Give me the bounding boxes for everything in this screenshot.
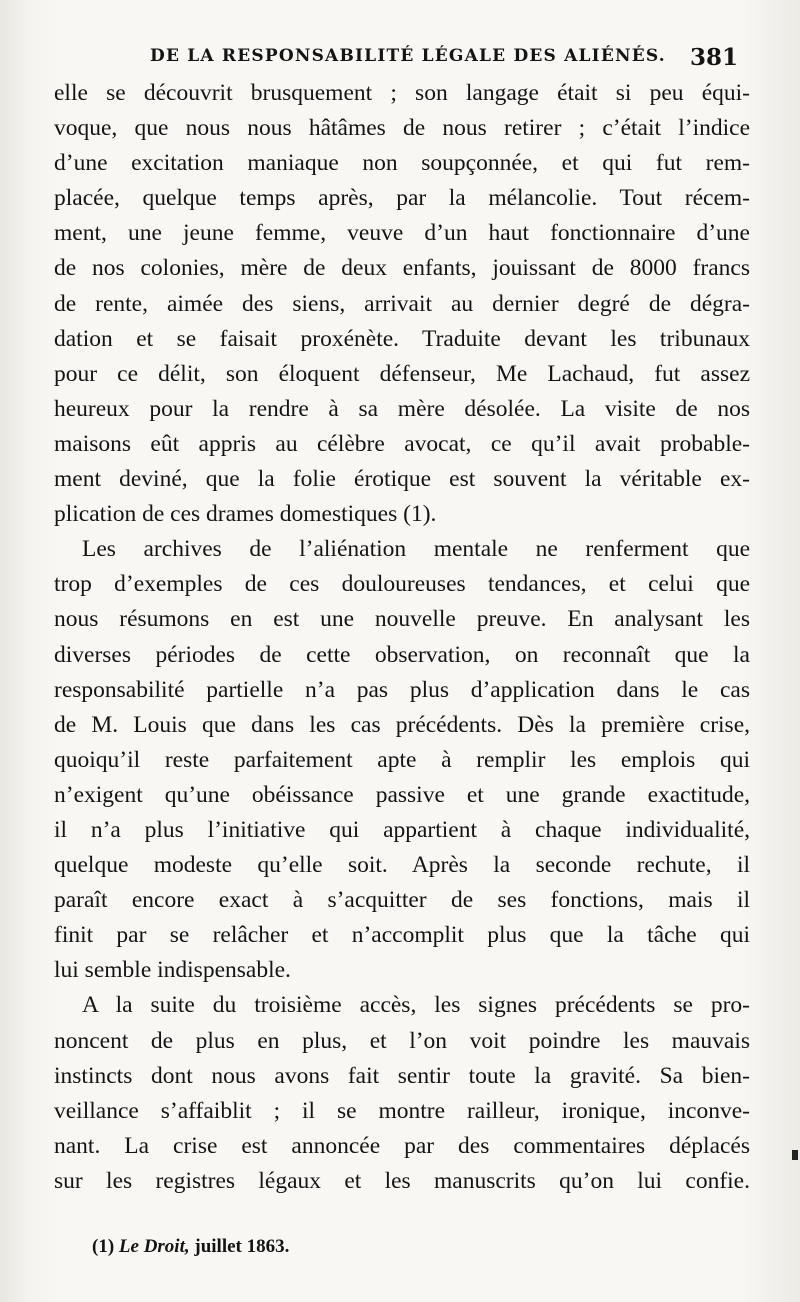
text-line: noncent de plus en plus, et l’on voit poindre les mauvais [54, 1027, 750, 1054]
text-line: ment, une jeune femme, veuve d’un haut fonctionnaire d’une [54, 220, 750, 247]
text-line: de nos colonies, mère de deux enfants, jouissant de 8000 francs [54, 255, 750, 282]
text-line: heureux pour la rendre à sa mère désolée. La visite de nos [54, 395, 750, 422]
text-line: paraît encore exact à s’acquitter de ses fonctions, mais il [54, 887, 750, 914]
text-line: pour ce délit, son éloquent défenseur, Me Lachaud, fut assez [54, 360, 750, 387]
text-line: d’une excitation maniaque non soupçonnée, et qui fut rem- [54, 150, 750, 177]
footnote-source: Le Droit, [118, 1236, 190, 1257]
running-title: DE LA RESPONSABILITÉ LÉGALE DES ALIÉNÉS. [150, 46, 666, 66]
text-line: quelque modeste qu’elle soit. Après la seconde rechute, il [54, 852, 750, 879]
text-line: plication de ces drames domestiques (1). [54, 501, 437, 528]
footnote [92, 1236, 289, 1258]
text-line: sur les registres légaux et les manuscrits qu’on lui confie. [54, 1167, 750, 1194]
text-line: dation et se faisait proxénète. Traduite devant les tribunaux [54, 325, 750, 352]
text-line: nous résumons en est une nouvelle preuve. En analysant les [54, 606, 750, 633]
paragraph-2 [54, 532, 750, 988]
text-line: quoiqu’il reste parfaitement apte à remplir les emplois qui [54, 746, 750, 773]
body-text [54, 76, 750, 1199]
text-line: Les archives de l’aliénation mentale ne renferment que [82, 536, 750, 563]
page-number: 381 [689, 44, 738, 71]
footnote-date: juillet 1863. [194, 1236, 290, 1257]
text-line: de M. Louis que dans les cas précédents. Dès la première crise, [54, 711, 750, 738]
paragraph-1 [54, 76, 750, 532]
text-line: trop d’exemples de ces douloureuses tendances, et celui que [54, 571, 750, 598]
text-line: elle se découvrit brusquement ; son langage était si peu équi- [54, 80, 750, 106]
text-line: maisons eût appris au célèbre avocat, ce qu’il avait probable- [54, 430, 750, 457]
text-line: n’exigent qu’une obéissance passive et une grande exactitude, [54, 781, 750, 808]
text-line: responsabilité partielle n’a pas plus d’application dans le cas [54, 676, 750, 703]
margin-mark [792, 1150, 798, 1160]
text-line: voque, que nous nous hâtâmes de nous retirer ; c’était l’indice [54, 115, 750, 142]
text-line: placée, quelque temps après, par la mélancolie. Tout récem- [54, 185, 750, 212]
text-line: ment deviné, que la folie érotique est souvent la véritable ex- [54, 466, 750, 493]
text-line: finit par se relâcher et n’accomplit plus que la tâche qui [54, 922, 750, 949]
text-line: instincts dont nous avons fait sentir toute la gravité. Sa bien- [54, 1062, 750, 1089]
text-line: A la suite du troisième accès, les signes précédents se pro- [82, 992, 750, 1019]
text-line: il n’a plus l’initiative qui appartient à chaque individualité, [54, 816, 750, 843]
text-line: nant. La crise est annoncée par des commentaires déplacés [54, 1132, 750, 1159]
text-line: veillance s’affaiblit ; il se montre railleur, ironique, inconve- [54, 1097, 750, 1124]
footnote-marker: (1) [92, 1236, 115, 1257]
text-line: diverses périodes de cette observation, on reconnaît que la [54, 641, 750, 668]
page-header [150, 44, 750, 72]
text-line: de rente, aimée des siens, arrivait au dernier degré de dégra- [54, 290, 750, 317]
paragraph-3 [54, 988, 750, 1199]
text-line: lui semble indispensable. [54, 957, 291, 984]
